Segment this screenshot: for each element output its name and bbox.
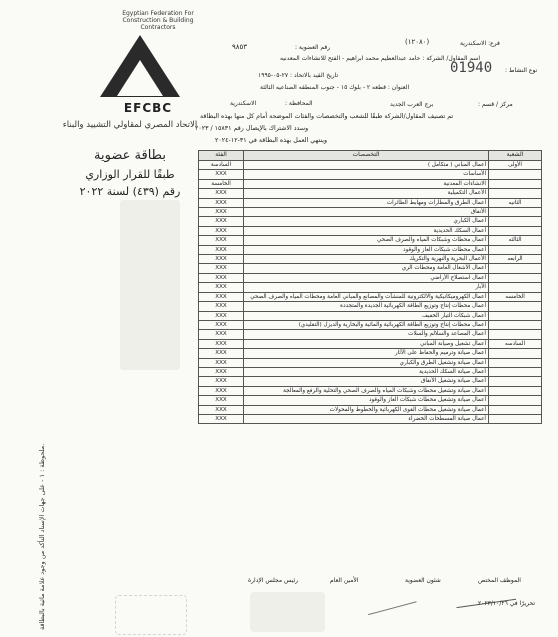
grade-cell (489, 264, 542, 273)
specialty-cell: الآبار (244, 283, 489, 292)
grade-cell (489, 405, 542, 414)
category-cell: XXX (199, 245, 244, 254)
grade-cell: الرابعه (489, 255, 542, 264)
category-cell: XXX (199, 311, 244, 320)
category-cell: XXX (199, 236, 244, 245)
category-cell: XXX (199, 339, 244, 348)
category-cell: XXX (199, 198, 244, 207)
signature (363, 584, 416, 615)
category-cell: XXX (199, 349, 244, 358)
table-row (199, 208, 542, 217)
category-cell: XXX (199, 217, 244, 226)
grade-cell: الخامسه (489, 292, 542, 301)
footer-chairman: رئيس مجلس الإدارة (248, 577, 299, 584)
grade-cell (489, 189, 542, 198)
specialty-cell: أعمال استصلاح الأراضي (244, 273, 489, 282)
table-row (199, 414, 542, 423)
table-row (199, 264, 542, 273)
branch-code: (١٢٠٨٠) (405, 38, 430, 46)
specialty-cell: الأنفاق (244, 208, 489, 217)
card-subtitle-2: رقم (٤٣٩) لسنة ٢٠٢٢ (79, 185, 181, 198)
specialty-cell: أعمال صيانة وترميم والحفاظ على الآثار (244, 349, 489, 358)
category-cell: XXX (199, 405, 244, 414)
specialty-cell: أعمال صيانة وتشغيل الطرق والكباري (244, 358, 489, 367)
governorate-label: المحافظة : (285, 100, 313, 107)
governorate-value: الاسكندرية (230, 100, 257, 107)
table-row (199, 283, 542, 292)
specialty-cell: أعمال محطات شبكات الغاز والوقود (244, 245, 489, 254)
print-date: تحريرًا في ٢٠٢٣/١٠/٢٦ (478, 600, 536, 607)
member-label: رقم العضوية : (295, 44, 331, 51)
vertical-note: ملحوظة : ١ - على جهات الإسناد التأكد من وجود علامة مائية بالبطاقة. (38, 443, 46, 630)
logo-triangle-inner (117, 60, 163, 96)
grade-cell (489, 377, 542, 386)
table-row (199, 226, 542, 235)
logo-text: EFCBC (123, 101, 173, 115)
col-specialties: التخصصات (244, 151, 489, 161)
grade-cell (489, 330, 542, 339)
grade-cell (489, 311, 542, 320)
category-cell: XXX (199, 330, 244, 339)
table-row (199, 396, 542, 405)
footer-affairs: شئون العضوية (405, 577, 441, 584)
category-cell: XXX (199, 255, 244, 264)
stamp-mark (250, 592, 325, 632)
grade-cell (489, 358, 542, 367)
member-number: ٩٨٥٣ (232, 43, 248, 51)
table-row (199, 255, 542, 264)
grade-cell (489, 226, 542, 235)
table-row (199, 170, 542, 179)
table-row (199, 302, 542, 311)
category-cell: XXX (199, 264, 244, 273)
col-grade: الشعبة (489, 151, 542, 161)
specialty-cell: أعمال صيانة وتشغيل محطات القوى الكهربائية والخطوط والمحولات (244, 405, 489, 414)
table-row (199, 405, 542, 414)
category-cell: XXX (199, 358, 244, 367)
grade-cell (489, 208, 542, 217)
grade-cell (489, 367, 542, 376)
table-row (199, 339, 542, 348)
specialty-cell: أعمال شبكات التيار الخفيف (244, 311, 489, 320)
table-row (199, 189, 542, 198)
category-cell: XXX (199, 292, 244, 301)
specialty-cell: أعمال المباني ( متكامل ) (244, 161, 489, 170)
table-row (199, 198, 542, 207)
grade-cell (489, 170, 542, 179)
specialty-cell: الأساسات (244, 170, 489, 179)
table-row (199, 311, 542, 320)
category-cell: XXX (199, 377, 244, 386)
validity-statement: وينتهي العمل بهذه البطاقة في ٣١-١٢-٢٠٢٤ (215, 137, 328, 144)
registration-date: تاريخ القيد بالاتحاد : ٢٧-٠٥-١٩٩٥ (258, 72, 339, 79)
category-cell: XXX (199, 396, 244, 405)
grade-cell (489, 302, 542, 311)
fees-statement: وسدد الاشتراك بالإيصال رقم ١٥٨٣١ / ٢٠٢٣ (195, 125, 309, 132)
footer-employee: الموظف المختص (478, 577, 521, 584)
category-cell: XXX (199, 414, 244, 423)
grade-cell: الأولى (489, 161, 542, 170)
activity-label: نوع النشاط : (505, 67, 538, 74)
col-category: الفئة (199, 151, 244, 161)
table-header-row (199, 151, 542, 161)
card-subtitle-1: طبقًا للقرار الوزاري (85, 168, 175, 181)
center-value: برج العرب الجديد (390, 101, 434, 108)
grade-cell (489, 349, 542, 358)
table-row (199, 292, 542, 301)
specialty-cell: أعمال الأشغال العامة ومحطات الري (244, 264, 489, 273)
table-row (199, 349, 542, 358)
specialty-cell: أعمال الكهروميكانيكية والالكترونية للمنشآت والمصانع والمباني العامة ومحطات المياه والصرف الصحي (244, 292, 489, 301)
grade-cell (489, 217, 542, 226)
category-cell: XXX (199, 302, 244, 311)
grade-cell: الثانيه (489, 198, 542, 207)
category-cell: XXX (199, 189, 244, 198)
table-row (199, 245, 542, 254)
card-title: بطاقة عضوية (94, 148, 166, 163)
specialty-cell: أعمال الطرق والمطارات ومهابط الطائرات (244, 198, 489, 207)
federation-name-ar: الاتحاد المصري لمقاولي التشييد والبناء (62, 120, 198, 130)
table-row (199, 161, 542, 170)
grade-cell (489, 283, 542, 292)
grade-cell (489, 414, 542, 423)
category-cell: الخامسة (199, 179, 244, 188)
table-row (199, 320, 542, 329)
table-row (199, 377, 542, 386)
grade-cell (489, 320, 542, 329)
branch-label: فرع: الاسكندرية (460, 40, 500, 47)
specialty-cell: الانشاءات المعدنية (244, 179, 489, 188)
category-cell: XXX (199, 283, 244, 292)
specialty-cell: أعمال السكك الحديدية (244, 226, 489, 235)
category-cell: XXX (199, 367, 244, 376)
footer-secretary: الأمين العام (330, 577, 359, 584)
table-row (199, 358, 542, 367)
grade-cell (489, 396, 542, 405)
specialty-cell: أعمال المصاعد والسلالم والسلات (244, 330, 489, 339)
category-cell: XXX (199, 226, 244, 235)
category-cell: XXX (199, 273, 244, 282)
table-row (199, 330, 542, 339)
specialty-cell: أعمال صيانة السكك الحديدية (244, 367, 489, 376)
specialty-cell: الأعمال التكميلية (244, 189, 489, 198)
serial-stamp: 01940 (450, 60, 493, 76)
center-label: مركز / قسم : (478, 101, 513, 108)
specialty-cell: أعمال صيانة وتشغيل محطات وشبكات المياه والصرف الصحي والتحلية والرفع والمعالجة (244, 386, 489, 395)
specialty-cell: أعمال صيانة المسطحات الخضراء (244, 414, 489, 423)
table-row (199, 217, 542, 226)
table-row (199, 273, 542, 282)
specialty-cell: أعمال محطات إنتاج وتوزيع الطاقة الكهربائية الجديدة والمتجددة (244, 302, 489, 311)
grade-cell (489, 273, 542, 282)
grade-cell: الثالثه (489, 236, 542, 245)
specialty-cell: أعمال صيانة وتشغيل الأنفاق (244, 377, 489, 386)
table-row (199, 236, 542, 245)
grade-cell (489, 386, 542, 395)
category-cell: XXX (199, 170, 244, 179)
table-row (199, 386, 542, 395)
category-cell: XXX (199, 208, 244, 217)
classification-statement: تم تصنيف المقاول/الشركة طبقًا للشعب والتخصصات والفئات الموضحة أمام كل منها بهذه البطاقة (200, 113, 454, 120)
specialty-cell: أعمال تشغيل وصيانة المباني (244, 339, 489, 348)
specialty-cell: أعمال الكباري (244, 217, 489, 226)
stamp-mark (115, 595, 187, 635)
federation-name-en: Egyptian Federation For Construction & Building Contractors (122, 10, 194, 31)
table-row (199, 367, 542, 376)
specialty-cell: أعمال محطات إنتاج وتوزيع الطاقة الكهربائية والمائية والبخارية والديزل (التقليدي) (244, 320, 489, 329)
grade-cell (489, 245, 542, 254)
company-name: اسم المقاول/ الشركة : حامد عبدالعظيم محمد ابراهيم - الفتح للانشاءات المعدنيه (280, 55, 481, 62)
watermark (120, 200, 180, 370)
address: العنوان : قطعه ٢ - بلوك ١٥ - جنوب المنطقه الصناعيه الثالثة (260, 84, 410, 91)
category-cell: XXX (199, 386, 244, 395)
classification-table (198, 150, 542, 424)
specialty-cell: أعمال صيانة وتشغيل محطات شبكات الغاز والوقود (244, 396, 489, 405)
table-row (199, 179, 542, 188)
specialty-cell: الأعمال البحرية والنهرية والتكريك (244, 255, 489, 264)
specialty-cell: أعمال محطات وشبكات المياه والصرف الصحي (244, 236, 489, 245)
grade-cell (489, 179, 542, 188)
category-cell: السادسة (199, 161, 244, 170)
grade-cell: السادسه (489, 339, 542, 348)
category-cell: XXX (199, 320, 244, 329)
